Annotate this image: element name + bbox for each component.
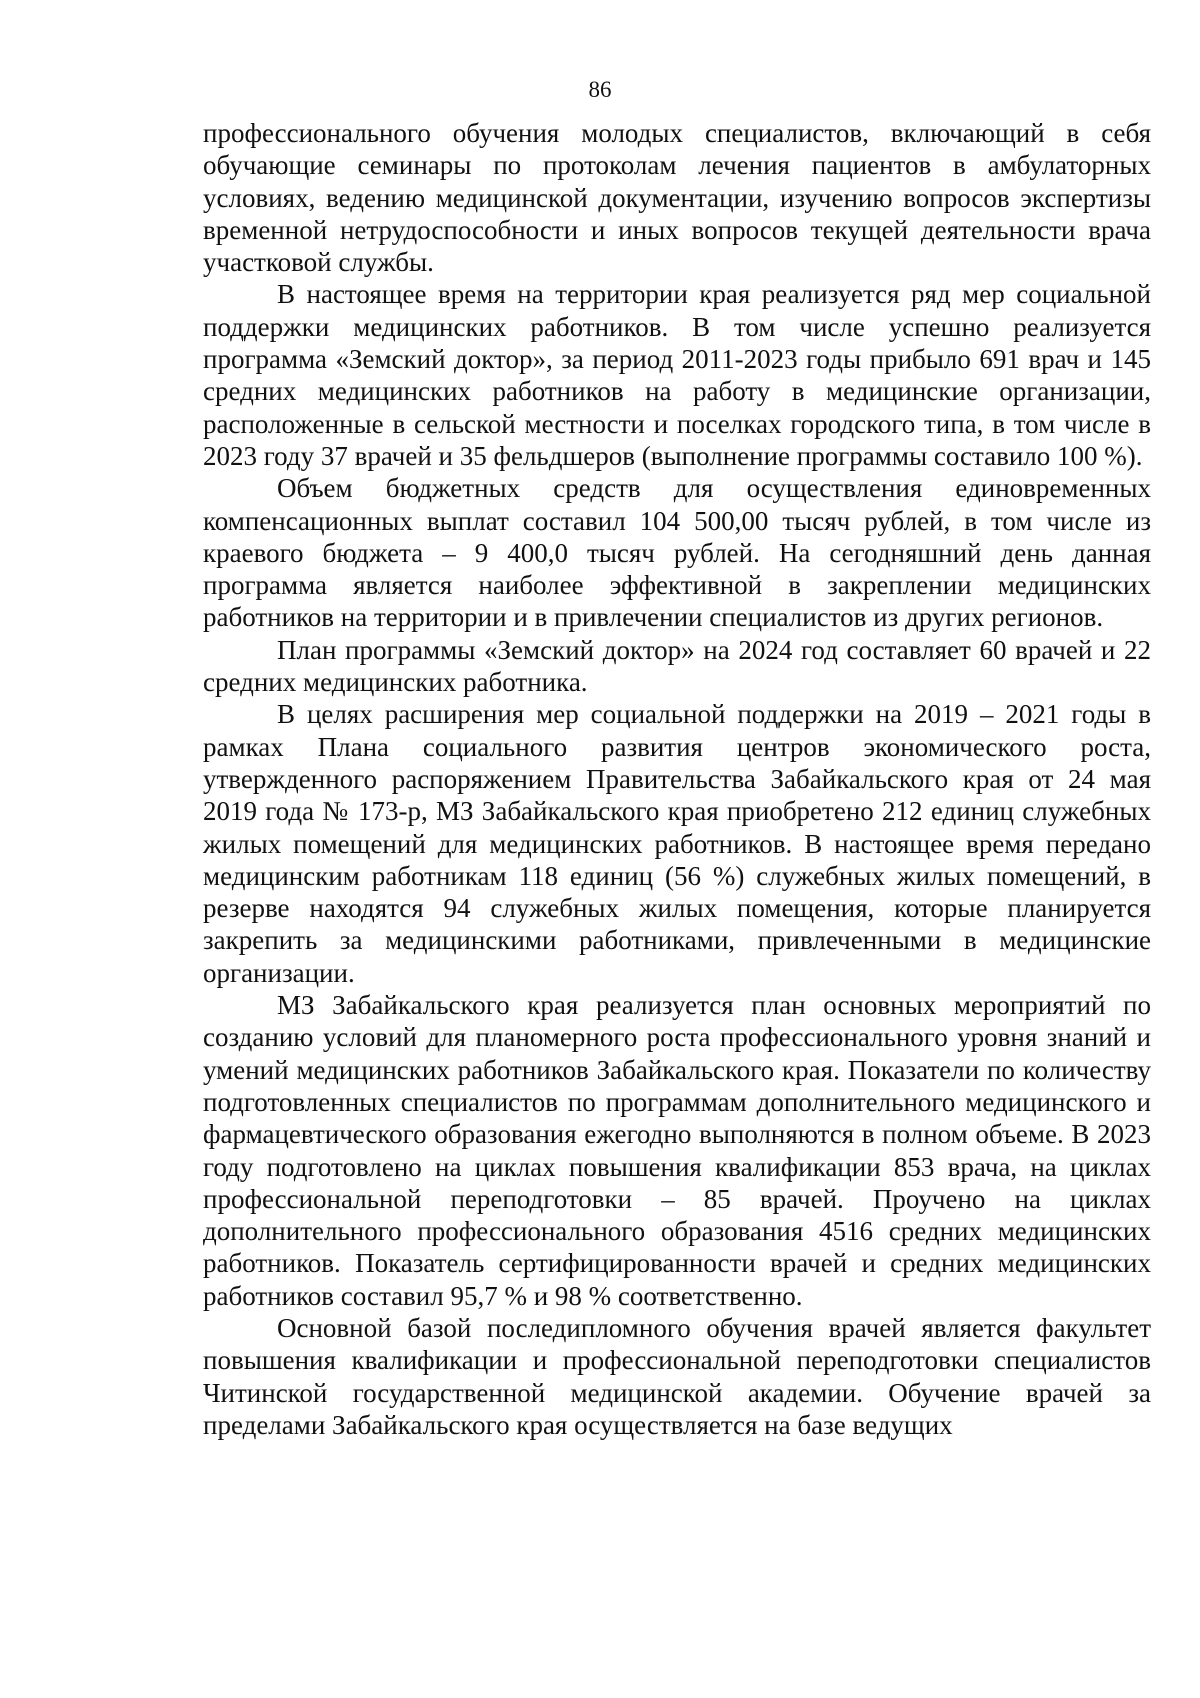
paragraph-zemsky-doctor-program: В настоящее время на территории края реализуется ряд мер социальной поддержки медицинских работников. В том числе успешно реализуется программа «Земский доктор», за период 2011-2023 годы прибыло 691 врач и 145 средних медицинских работников на работу в медицинские организации, расположенные в сельской местности и поселках городского типа, в том числе в 2023 году 37 врачей и 35 фельдшеров (выполнение программы составило 100 %).: [203, 279, 1151, 471]
paragraph-housing-support: В целях расширения мер социальной поддержки на 2019 – 2021 годы в рамках Плана социального развития центров экономического роста, утвержденного распоряжением Правительства Забайкальского края от 24 мая 2019 года № 173-р, МЗ Забайкальского края приобретено 212 единиц служебных жилых помещений для медицинских работников. В настоящее время передано медицинским работникам 118 единиц (56 %) служебных жилых помещений, в резерве находятся 94 служебных жилых помещения, которые планируется закрепить за медицинскими работниками, привлеченными в медицинские организации.: [203, 699, 1151, 988]
page-number: 86: [588, 77, 612, 102]
paragraph-continuation: профессионального обучения молодых специалистов, включающий в себя обучающие семинары по протоколам лечения пациентов в амбулаторных условиях, ведению медицинской документации, изучению вопросов экспертизы временной нетрудоспособности и иных вопросов текущей деятельности врача участковой службы.: [203, 118, 1151, 278]
paragraph-professional-training: МЗ Забайкальского края реализуется план основных мероприятий по созданию условий для планомерного роста профессионального уровня знаний и умений медицинских работников Забайкальского края. Показатели по количеству подготовленных специалистов по программам дополнительного медицинского и фармацевтического образования ежегодно выполняются в полном объеме. В 2023 году подготовлено на циклах повышения квалификации 853 врача, на циклах профессиональной переподготовки – 85 врачей. Проучено на циклах дополнительного профессионального образования 4516 средних медицинских работников. Показатель сертифицированности врачей и средних медицинских работников составил 95,7 % и 98 % соответственно.: [203, 990, 1151, 1311]
paragraph-postgraduate-education: Основной базой последипломного обучения врачей является факультет повышения квалификации и профессиональной переподготовки специалистов Читинской государственной медицинской академии. Обучение врачей за пределами Забайкальского края осуществляется на базе ведущих: [203, 1312, 1151, 1440]
document-body: [203, 117, 1151, 1441]
paragraph-budget-funds: Объем бюджетных средств для осуществления единовременных компенсационных выплат составил 104 500,00 тысяч рублей, в том числе из краевого бюджета – 9 400,0 тысяч рублей. На сегодняшний день данная программа является наиболее эффективной в закреплении медицинских работников на территории и в привлечении специалистов из других регионов.: [203, 473, 1151, 633]
paragraph-plan-2024: План программы «Земский доктор» на 2024 год составляет 60 врачей и 22 средних медицинских работника.: [203, 634, 1151, 698]
